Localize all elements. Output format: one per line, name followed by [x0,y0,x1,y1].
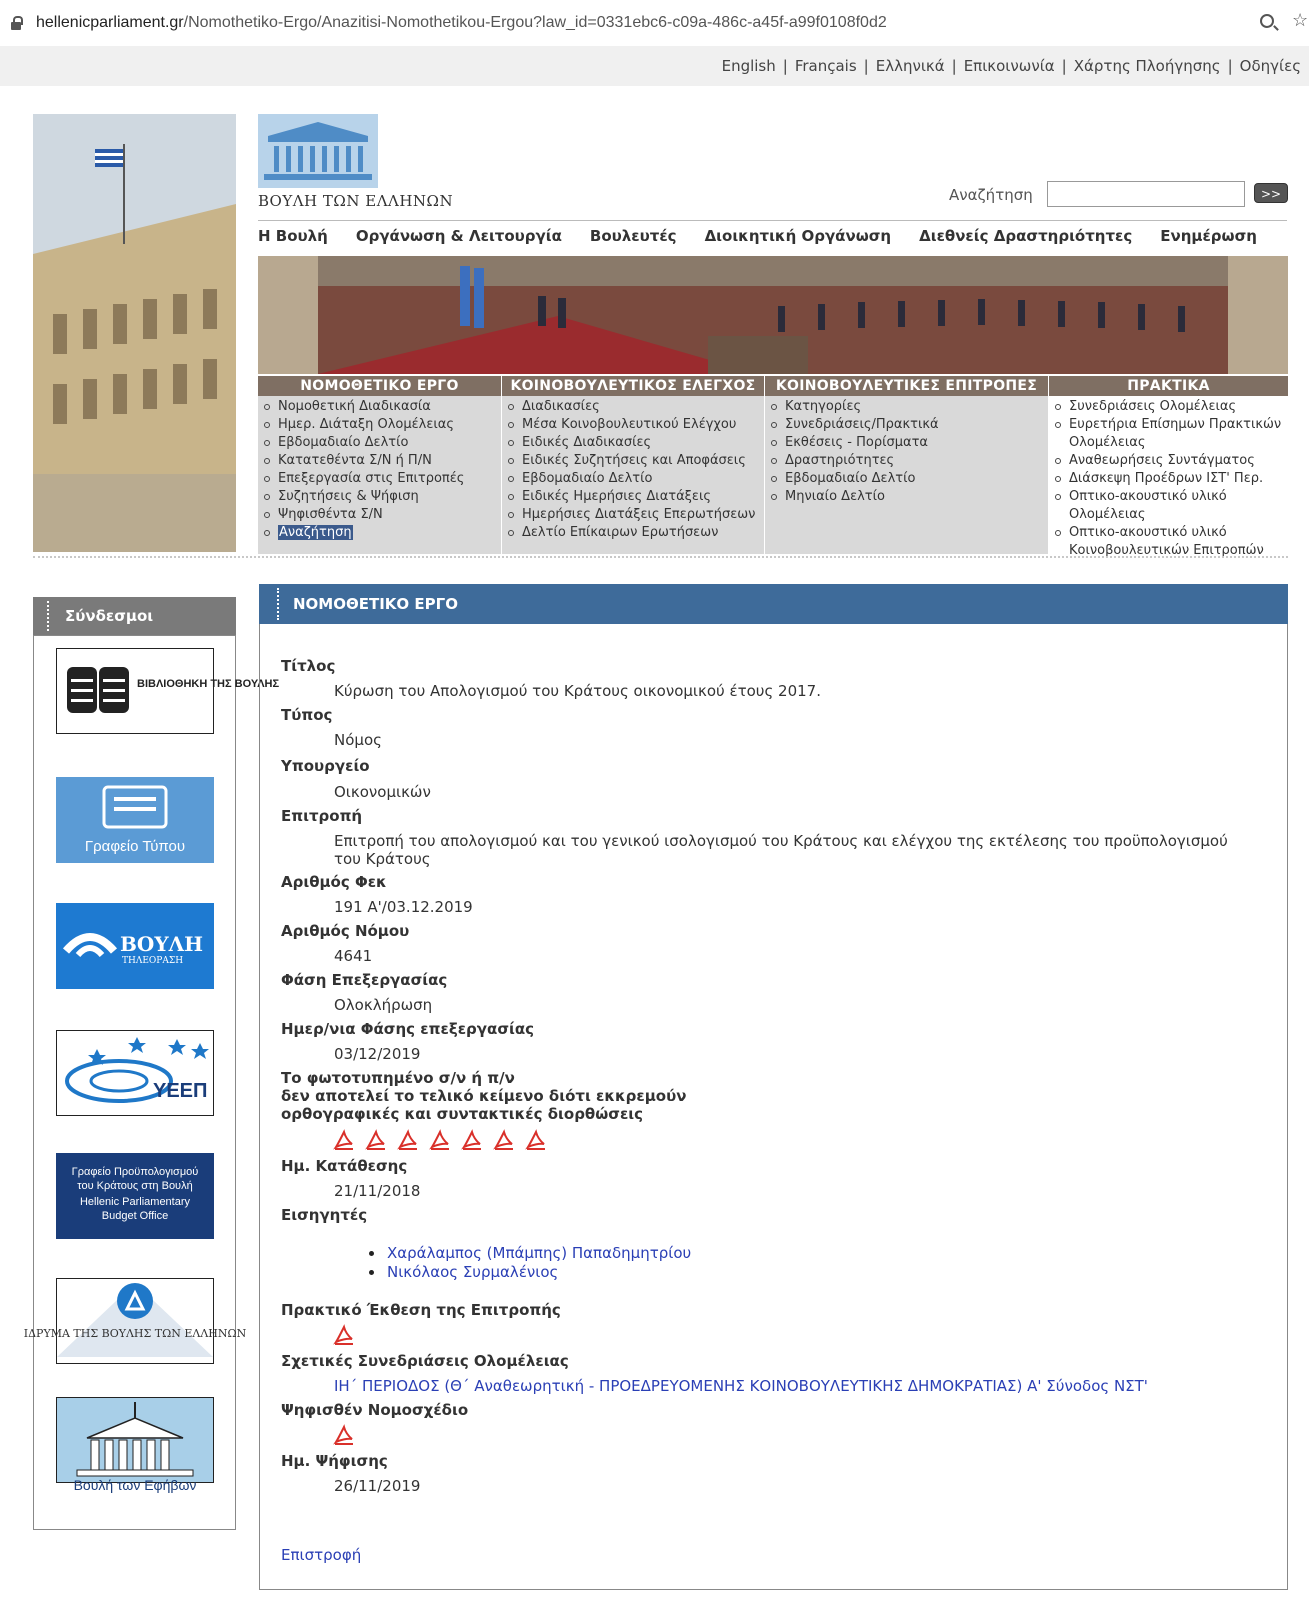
type-label: Τύπος [281,706,333,724]
menu-item[interactable]: Ειδικές Ημερήσιες Διατάξεις [506,488,764,506]
logo-title: ΒΟΥΛΗ ΤΩΝ ΕΛΛΗΝΩΝ [258,192,454,210]
menu-item[interactable]: Ειδικές Διαδικασίες [506,434,764,452]
menu-praktika [1049,376,1288,556]
photocopy-note [281,1069,686,1123]
foundation-label: ΙΔΡΥΜΑ ΤΗΣ ΒΟΥΛΗΣ ΤΩΝ ΕΛΛΗΝΩΝ [23,1327,247,1340]
pdf-icon[interactable] [494,1130,514,1150]
vote-date-label: Ημ. Ψήφισης [281,1452,388,1470]
budget-office-link[interactable] [56,1153,214,1239]
menu-item[interactable]: Ευρετήρια Επίσημων Πρακτικών Ολομέλειας [1053,416,1288,452]
phase-value: Ολοκλήρωση [334,996,433,1014]
contact-link[interactable]: Επικοινωνία [963,57,1055,75]
voted-bill-pdf [334,1425,366,1449]
voted-bill-label: Ψηφισθέν Νομοσχέδιο [281,1401,469,1419]
zoom-icon[interactable] [1260,14,1274,28]
pdf-icon[interactable] [334,1325,354,1345]
committee-report-label: Πρακτικό Έκθεση της Επιτροπής [281,1301,561,1319]
ministry-value: Οικονομικών [334,783,431,801]
dotted-divider [33,556,1288,558]
phase-date-label: Ημερ/νια Φάσης επεξεργασίας [281,1020,535,1038]
menu-item[interactable]: Εκθέσεις - Πορίσματα [769,434,1048,452]
back-link[interactable]: Επιστροφή [281,1546,362,1564]
menu-nomothetiko [258,376,501,554]
tv-sub-label: ΤΗΛΕΟΡΑΣΗ [122,956,184,966]
lang-french-link[interactable]: Français [794,57,857,75]
menu-item[interactable]: Οπτικο-ακουστικό υλικό Ολομέλειας [1053,488,1288,524]
menu-item[interactable]: Διάσκεψη Προέδρων ΙΣΤ' Περ. [1053,470,1288,488]
pdf-icon[interactable] [334,1425,354,1445]
vote-date-value: 26/11/2019 [334,1477,421,1495]
language-bar: English | Français | Ελληνικά | Επικοινωνία | Χάρτης Πλοήγησης | Οδηγίες [0,46,1309,86]
url-domain: hellenicparliament.gr [36,14,184,31]
phase-date-value: 03/12/2019 [334,1045,421,1063]
yeep-label: ΥΕΕΠ [153,1080,208,1102]
title-value: Κύρωση του Απολογισμού του Κράτους οικονομικού έτους 2017. [334,682,821,700]
youth-parliament-label: Βουλή των Εφήβων [73,1477,197,1493]
search-button[interactable]: >> [1254,183,1288,203]
phase-label: Φάση Επεξεργασίας [281,971,448,989]
pdf-icon[interactable] [526,1130,546,1150]
press-label: Γραφείο Τύπου [84,838,186,855]
type-value: Νόμος [334,731,382,749]
parliament-tv-link[interactable] [56,903,214,989]
header-divider [258,220,1287,221]
photocopy-note-line: Το φωτοτυπημένο σ/ν ή π/ν [281,1069,515,1087]
help-link[interactable]: Οδηγίες [1239,57,1301,75]
youth-parliament-link[interactable] [56,1397,214,1493]
budget-label-en: Hellenic Parliamentary Budget Office [79,1196,191,1222]
menu-item[interactable]: Ψηφισθέντα Σ/Ν [262,506,501,524]
menu-epitropes [765,376,1048,554]
title-label: Τίτλος [281,657,336,675]
url-text[interactable] [36,14,887,32]
menu-item[interactable]: Συνεδριάσεις/Πρακτικά [769,416,1048,434]
menu-item[interactable]: Νομοθετική Διαδικασία [262,398,501,416]
press-office-link[interactable] [56,777,214,863]
menu-item[interactable]: Ημερ. Διάταξη Ολομέλειας [262,416,501,434]
tv-label: ΒΟΥΛΗ [120,932,204,956]
parliament-building-image [33,114,236,552]
pdf-icon[interactable] [334,1130,354,1150]
lang-english-link[interactable]: English [721,57,776,75]
library-label: ΒΙΒΛΙΟΘΗΚΗ ΤΗΣ ΒΟΥΛΗΣ [137,678,280,690]
menu-item[interactable]: Κατατεθέντα Σ/Ν ή Π/Ν [262,452,501,470]
committee-label: Επιτροπή [281,807,363,825]
menu-epitropes-title[interactable]: ΚΟΙΝΟΒΟΥΛΕΥΤΙΚΕΣ ΕΠΙΤΡΟΠΕΣ [765,376,1048,396]
search-input[interactable] [1047,181,1245,207]
yeep-link[interactable] [56,1030,214,1116]
content-header: ΝΟΜΟΘΕΤΙΚΟ ΕΡΓΟ [259,584,1288,624]
menu-item[interactable]: Ημερήσιες Διατάξεις Επερωτήσεων [506,506,764,524]
menu-item[interactable]: Διαδικασίες [506,398,764,416]
menu-item[interactable]: Δελτίο Επίκαιρων Ερωτήσεων [506,524,764,542]
url-path: /Nomothetiko-Ergo/Anazitisi-Nomothetikou-Ergou?law_id=0331ebc6-c09a-486c-a45f-a99f0108f0d2 [183,14,887,31]
nav-dioikitiki[interactable]: Διοικητική Οργάνωση [704,227,892,245]
photocopy-note-line: ορθογραφικές και συντακτικές διορθώσεις [281,1105,644,1123]
rapporteurs-label: Εισηγητές [281,1206,368,1224]
main-navigation [258,227,1285,245]
library-link[interactable] [56,648,280,734]
pdf-files [334,1130,558,1154]
nav-diethneis[interactable]: Διεθνείς Δραστηριότητες [919,227,1133,245]
nav-vouleftes[interactable]: Βουλευτές [589,227,677,245]
address-bar[interactable] [0,0,1309,46]
rapporteurs-list [365,1244,691,1282]
chamber-banner-image [258,256,1288,374]
photocopy-note-line: δεν αποτελεί το τελικό κείμενο διότι εκκρεμούν [281,1087,687,1105]
fek-value: 191 Α'/03.12.2019 [334,898,473,916]
lang-greek-link[interactable]: Ελληνικά [875,57,945,75]
search-label: Αναζήτηση [949,186,1033,204]
menu-item[interactable]: Εβδομαδιαίο Δελτίο [262,434,501,452]
lock-icon [10,16,22,30]
fek-label: Αριθμός Φεκ [281,873,387,891]
links-header: Σύνδεσμοι [33,597,236,635]
menu-item[interactable]: Ειδικές Συζητήσεις και Αποφάσεις [506,452,764,470]
pdf-icon[interactable] [366,1130,386,1150]
sitemap-link[interactable]: Χάρτης Πλοήγησης [1073,57,1221,75]
nav-organosi[interactable]: Οργάνωση & Λειτουργία [355,227,562,245]
menu-item[interactable]: Συζητήσεις & Ψήφιση [262,488,501,506]
plenary-session-link[interactable]: ΙΗ΄ ΠΕΡΙΟΔΟΣ (Θ΄ Αναθεωρητική - ΠΡΟΕΔΡΕΥΟΜΕΝΗΣ ΚΟΙΝΟΒΟΥΛΕΥΤΙΚΗΣ ΔΗΜΟΚΡΑΤΙΑΣ) Α' Σύνοδος ΝΣΤ' [334,1377,1148,1395]
committee-value: Επιτροπή του απολογισμού και του γενικού ισολογισμού του Κράτους και ελέγχου της εκτέλεσης του προϋπολογισμού του Κράτους [334,832,1228,868]
menu-item[interactable]: Επεξεργασία στις Επιτροπές [262,470,501,488]
menu-item[interactable]: Κατηγορίες [769,398,1048,416]
pdf-icon[interactable] [462,1130,482,1150]
menu-praktika-title[interactable]: ΠΡΑΚΤΙΚΑ [1049,376,1288,396]
submission-date-label: Ημ. Κατάθεσης [281,1157,408,1175]
law-number-value: 4641 [334,947,373,965]
menu-item[interactable]: Δραστηριότητες [769,452,1048,470]
pdf-icon[interactable] [398,1130,418,1150]
law-number-label: Αριθμός Νόμου [281,922,410,940]
menu-item[interactable]: Εβδομαδιαίο Δελτίο [769,470,1048,488]
nav-enimerosi[interactable]: Ενημέρωση [1160,227,1257,245]
committee-report-pdf [334,1325,366,1349]
plenary-sessions-label: Σχετικές Συνεδριάσεις Ολομέλειας [281,1352,569,1370]
menu-item[interactable]: Μέσα Κοινοβουλευτικού Ελέγχου [506,416,764,434]
budget-label-gr: Γραφείο Προϋπολογισμού του Κράτους στη Βουλή [71,1166,199,1192]
nav-i-vouli[interactable]: Η Βουλή [258,227,328,245]
menu-nomothetiko-title[interactable]: ΝΟΜΟΘΕΤΙΚΟ ΕΡΓΟ [258,376,501,396]
menu-elegxos-title[interactable]: ΚΟΙΝΟΒΟΥΛΕΥΤΙΚΟΣ ΕΛΕΓΧΟΣ [502,376,764,396]
foundation-link[interactable] [23,1278,247,1364]
menu-item[interactable]: Εβδομαδιαίο Δελτίο [506,470,764,488]
submission-date-value: 21/11/2018 [334,1182,421,1200]
menu-item[interactable]: Μηνιαίο Δελτίο [769,488,1048,506]
menu-item[interactable]: Οπτικο-ακουστικό υλικό Κοινοβουλευτικών Επιτροπών [1053,524,1288,560]
menu-item[interactable]: Συνεδριάσεις Ολομέλειας [1053,398,1288,416]
menu-item-search-active[interactable]: Αναζήτηση [262,524,501,542]
menu-elegxos [502,376,764,554]
menu-item[interactable]: Αναθεωρήσεις Συντάγματος [1053,452,1288,470]
ministry-label: Υπουργείο [281,757,370,775]
rapporteur-link[interactable]: Χαράλαμπος (Μπάμπης) Παπαδημητρίου [365,1244,691,1263]
rapporteur-link[interactable]: Νικόλαος Συρμαλένιος [365,1263,691,1282]
bookmark-star-icon[interactable]: ☆ [1292,10,1309,30]
pdf-icon[interactable] [430,1130,450,1150]
